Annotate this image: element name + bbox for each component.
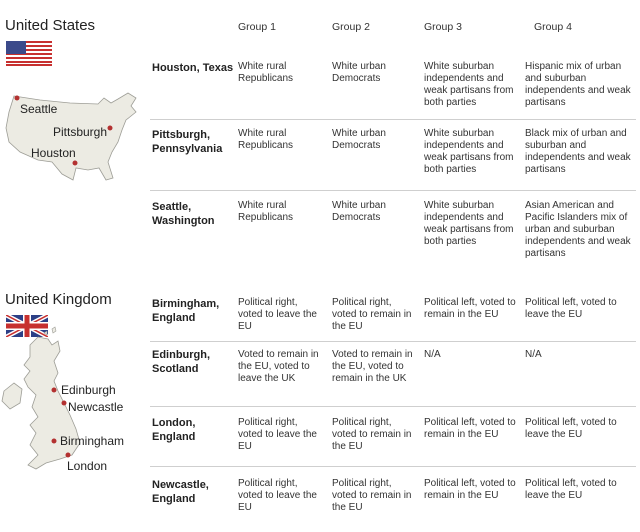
london-map-label: London <box>67 459 108 473</box>
uk-country-title: United Kingdom <box>5 291 112 308</box>
table-cell: White rural Republicans <box>238 128 294 151</box>
table-cell: Hispanic mix of urban and suburban independents and weak partisans <box>525 61 631 108</box>
table-cell: Voted to remain in the EU, voted to leave the UK <box>238 349 319 384</box>
table-cell: Political right, voted to remain in the EU <box>332 478 412 513</box>
group-4-header: Group 4 <box>534 21 572 33</box>
us-map <box>0 90 145 185</box>
table-cell: White suburban independents and weak partisans from both parties <box>424 61 514 108</box>
table-cell: White urban Democrats <box>332 200 386 223</box>
table-cell: N/A <box>525 349 542 360</box>
row-city-label: Edinburgh, Scotland <box>152 349 211 375</box>
table-cell: White rural Republicans <box>238 200 294 223</box>
table-cell: Political left, voted to leave the EU <box>525 297 617 320</box>
table-cell: White suburban independents and weak partisans from both parties <box>424 200 514 247</box>
table-cell: Black mix of urban and suburban and independents and weak partisans <box>525 128 631 175</box>
row-divider <box>150 119 636 120</box>
table-cell: Political right, voted to leave the EU <box>238 478 317 513</box>
seattle-map-label: Seattle <box>20 102 58 116</box>
row-city-label: London, England <box>152 417 196 443</box>
table-cell: Political left, voted to remain in the EU <box>424 478 516 501</box>
table-cell: N/A <box>424 349 441 360</box>
row-city-label: Houston, Texas <box>152 62 234 74</box>
table-cell: White urban Democrats <box>332 61 386 84</box>
newcastle-marker <box>62 401 67 406</box>
pittsburgh-marker <box>108 126 113 131</box>
ireland-shape <box>2 383 22 409</box>
row-city-label: Birmingham, England <box>152 298 220 324</box>
row-city-label: Pittsburgh, Pennsylvania <box>152 129 223 155</box>
group-2-header: Group 2 <box>332 21 370 33</box>
row-divider <box>150 406 636 407</box>
table-cell: Political left, voted to remain in the EU <box>424 417 516 440</box>
edinburgh-marker <box>52 388 57 393</box>
table-cell: White suburban independents and weak partisans from both parties <box>424 128 514 175</box>
row-divider <box>150 190 636 191</box>
table-cell: Political right, voted to leave the EU <box>238 417 317 452</box>
table-cell: Political left, voted to leave the EU <box>525 417 617 440</box>
london-marker <box>66 453 71 458</box>
table-cell: Political left, voted to leave the EU <box>525 478 617 501</box>
row-divider <box>150 466 636 467</box>
row-city-label: Newcastle, England <box>152 479 209 505</box>
birmingham-map-label: Birmingham <box>60 434 125 448</box>
group-1-header: Group 1 <box>238 21 276 33</box>
newcastle-map-label: Newcastle <box>68 400 124 414</box>
group-3-header: Group 3 <box>424 21 462 33</box>
table-cell: Political right, voted to remain in the EU <box>332 417 412 452</box>
table-cell: White urban Democrats <box>332 128 386 151</box>
us-flag-icon <box>6 41 52 66</box>
northern-isles-shape <box>44 327 56 335</box>
houston-map-label: Houston <box>31 146 76 160</box>
table-cell: White rural Republicans <box>238 61 294 84</box>
seattle-marker <box>15 96 20 101</box>
row-city-label: Seattle, Washington <box>152 201 215 227</box>
table-cell: Asian American and Pacific Islanders mix of urban and suburban independents and weak partisans <box>525 200 631 259</box>
pittsburgh-map-label: Pittsburgh <box>53 125 108 139</box>
birmingham-marker <box>52 439 57 444</box>
uk-map <box>0 325 145 475</box>
row-divider <box>150 341 636 342</box>
table-cell: Voted to remain in the EU, voted to remain in the UK <box>332 349 413 384</box>
table-cell: Political right, voted to leave the EU <box>238 297 317 332</box>
us-country-title: United States <box>5 17 96 34</box>
edinburgh-map-label: Edinburgh <box>61 383 116 397</box>
table-cell: Political left, voted to remain in the EU <box>424 297 516 320</box>
table-cell: Political right, voted to remain in the EU <box>332 297 412 332</box>
houston-marker <box>73 161 78 166</box>
